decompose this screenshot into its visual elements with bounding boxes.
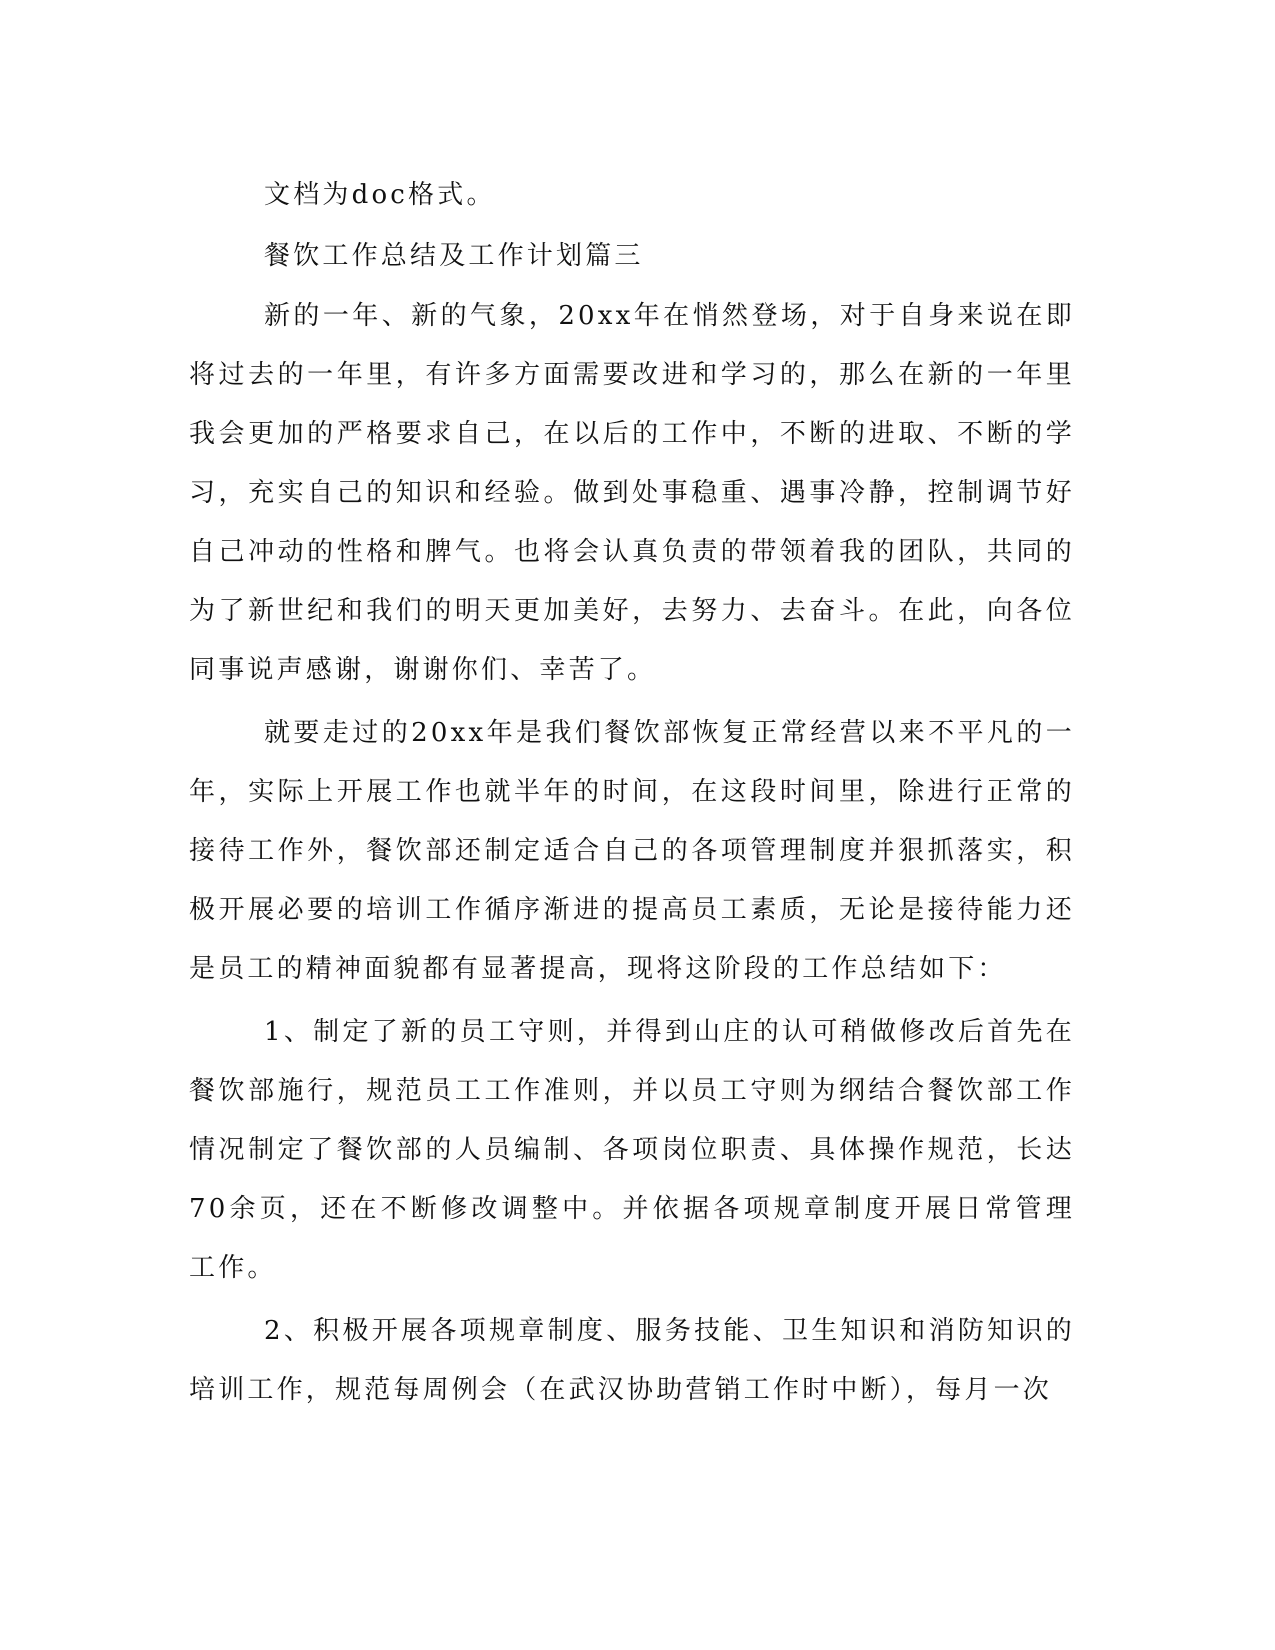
paragraph-item-1: 1、制定了新的员工守则，并得到山庄的认可稍做修改后首先在餐饮部施行，规范员工工作准则，并以员工守则为纲结合餐饮部工作情况制定了餐饮部的人员编制、各项岗位职责、具体操作规范，长达70余页，还在不断修改调整中。并依据各项规章制度开展日常管理工作。: [189, 1017, 1075, 1283]
format-note: 文档为doc格式。: [264, 180, 496, 210]
paragraph-intro: 新的一年、新的气象，20xx年在悄然登场，对于自身来说在即将过去的一年里，有许多方面需要改进和学习的，那么在新的一年里我会更加的严格要求自己，在以后的工作中，不断的进取、不断的学习，充实自己的知识和经验。做到处事稳重、遇事冷静，控制调节好自己冲动的性格和脾气。也将会认真负责的带领着我的团队，共同的为了新世纪和我们的明天更加美好，去努力、去奋斗。在此，向各位同事说声感谢，谢谢你们、幸苦了。: [189, 301, 1075, 685]
document-body: [189, 165, 1075, 1420]
document-title: 餐饮工作总结及工作计划篇三: [264, 241, 644, 271]
paragraph-summary: 就要走过的20xx年是我们餐饮部恢复正常经营以来不平凡的一年，实际上开展工作也就半年的时间，在这段时间里，除进行正常的接待工作外，餐饮部还制定适合自己的各项管理制度并狠抓落实，积极开展必要的培训工作循序渐进的提高员工素质，无论是接待能力还是员工的精神面貌都有显著提高，现将这阶段的工作总结如下：: [189, 718, 1075, 984]
paragraph-item-2: 2、积极开展各项规章制度、服务技能、卫生知识和消防知识的培训工作，规范每周例会（在武汉协助营销工作时中断），每月一次: [189, 1316, 1075, 1405]
